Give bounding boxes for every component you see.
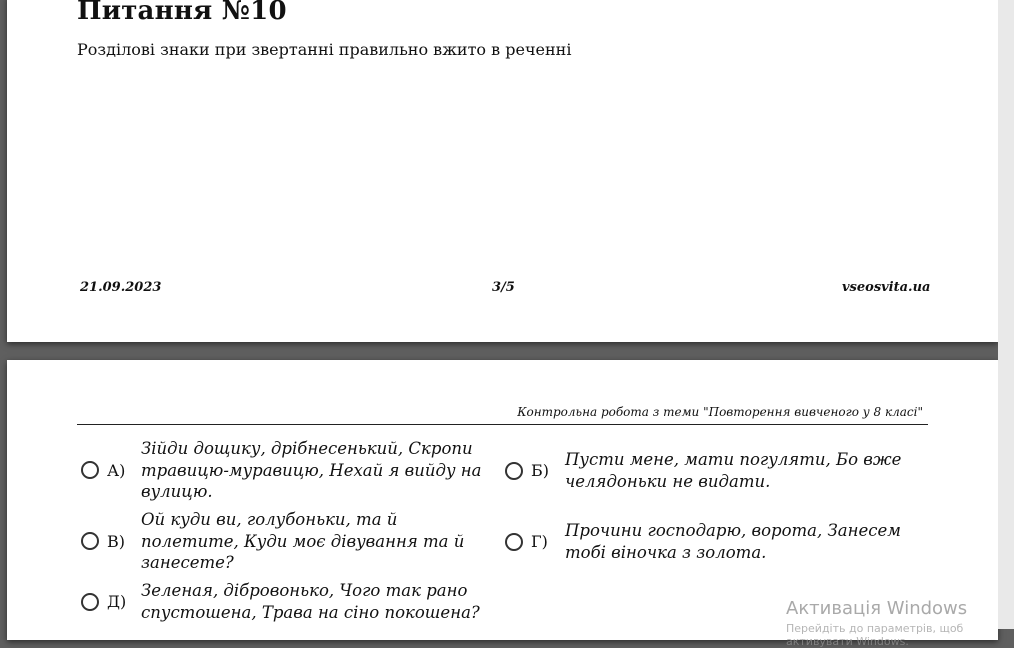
footer-site: vseosvita.ua [842,280,931,295]
option-letter: Б) [531,461,549,480]
radio-button-b[interactable] [505,462,523,480]
document-page-3 [7,0,998,342]
answer-option-v[interactable] [81,509,476,574]
footer-date: 21.09.2023 [80,280,162,295]
footer-page-number: 3/5 [492,280,515,295]
option-text: Зійди дощику, дрібнесенький, Скропи травицю-муравицю, Нехай я вийду на вулицю. [141,439,482,501]
option-text: Зеленая, дібровонько, Чого так рано спустошена, Трава на сіно покошена? [141,581,480,622]
question-title: Питання №10 [77,0,287,26]
answer-option-a[interactable] [81,438,486,503]
header-divider [77,424,928,425]
radio-button-v[interactable] [81,532,99,550]
windows-activation-watermark: Активація Windows [786,598,968,619]
option-letter: А) [107,460,126,480]
option-text: Ой куди ви, голубоньки, та й полетите, Куди моє дівування та й занесете? [141,510,465,572]
option-text: Прочини господарю, ворота, Занесем тобі віночка з золота. [565,521,901,562]
question-text: Розділові знаки при звертанні правильно вжито в реченні [77,40,572,59]
answer-option-b[interactable] [505,449,910,492]
option-letter: В) [107,531,125,551]
option-text: Пусти мене, мати погуляти, Бо вже челядоньки не видати. [565,450,902,491]
windows-activation-subtext: Перейдіть до параметрів, щоб активувати Windows. [786,622,964,648]
option-letter: Г) [531,532,548,551]
radio-button-g[interactable] [505,533,523,551]
radio-button-a[interactable] [81,461,99,479]
option-letter: Д) [107,592,127,611]
viewer-scroll-gutter[interactable] [998,0,1014,629]
answer-option-g[interactable] [505,520,910,563]
answer-option-d[interactable] [81,580,486,623]
radio-button-d[interactable] [81,593,99,611]
page-header-title: Контрольна робота з теми "Повторення вивченого у 8 класі" [517,405,923,419]
